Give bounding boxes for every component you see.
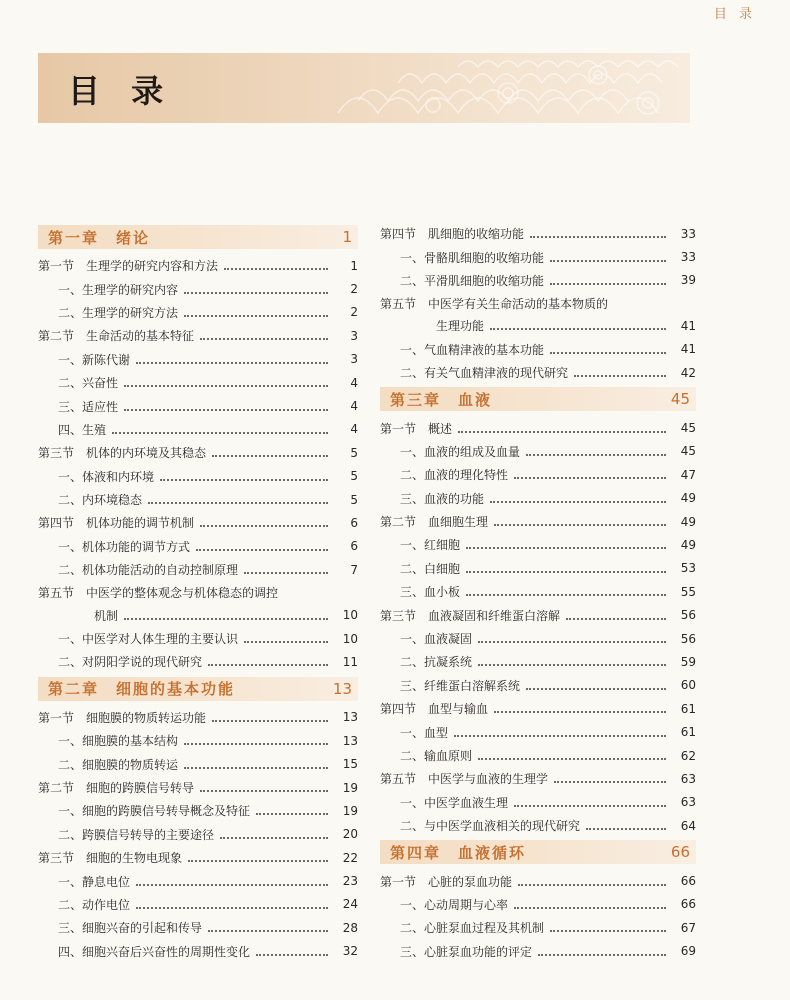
toc-section-entry[interactable] (38, 441, 358, 464)
dot-leader (454, 734, 666, 737)
dot-leader (514, 804, 666, 807)
toc-section-entry[interactable] (38, 254, 358, 277)
dot-leader (224, 267, 328, 270)
entry-page-number: 10 (342, 631, 358, 646)
toc-chapter-heading[interactable] (380, 387, 696, 411)
toc-column-right (380, 222, 696, 963)
dot-leader (550, 929, 666, 932)
entry-label: 一、新陈代谢 (58, 352, 131, 367)
toc-subsection-entry[interactable] (38, 348, 358, 371)
toc-subsection-entry[interactable] (38, 869, 358, 892)
toc-subsection-entry[interactable] (38, 488, 358, 511)
dot-leader (538, 953, 666, 956)
toc-entry-continuation[interactable] (380, 314, 696, 337)
toc-section-entry[interactable] (380, 767, 696, 790)
toc-subsection-entry[interactable] (38, 465, 358, 488)
chapter-page-number: 13 (332, 679, 352, 698)
toc-subsection-entry[interactable] (380, 580, 696, 603)
entry-page-number: 23 (342, 874, 358, 889)
toc-section-entry[interactable] (380, 292, 696, 314)
entry-page-number: 56 (680, 631, 696, 646)
toc-entry-continuation[interactable] (38, 603, 358, 626)
entry-label: 二、生理学的研究方法 (58, 305, 179, 320)
entry-label: 二、动作电位 (58, 897, 131, 912)
toc-subsection-entry[interactable] (38, 893, 358, 916)
entry-page-number: 4 (350, 399, 358, 414)
entry-page-number: 59 (680, 654, 696, 669)
entry-page-number: 64 (680, 818, 696, 833)
dot-leader (574, 374, 666, 377)
entry-label: 第五节 中医学与血液的生理学 (380, 772, 549, 787)
toc-subsection-entry[interactable] (38, 799, 358, 822)
entry-label: 第四节 血型与输血 (380, 702, 489, 717)
toc-subsection-entry[interactable] (38, 277, 358, 300)
dot-leader (136, 361, 328, 364)
dot-leader (136, 906, 328, 909)
entry-page-number: 56 (680, 608, 696, 623)
toc-section-entry[interactable] (380, 603, 696, 626)
entry-label: 二、有关气血精津液的现代研究 (400, 366, 569, 381)
entry-label: 生理功能 (436, 319, 485, 334)
entry-label: 四、生殖 (58, 422, 107, 437)
toc-subsection-entry[interactable] (380, 440, 696, 463)
dot-leader (200, 789, 328, 792)
toc-subsection-entry[interactable] (380, 269, 696, 292)
dot-leader (550, 259, 666, 262)
dot-leader (188, 859, 328, 862)
toc-subsection-entry[interactable] (380, 744, 696, 767)
entry-label: 三、心脏泵血功能的评定 (400, 944, 533, 959)
dot-leader (526, 453, 666, 456)
entry-label: 二、平滑肌细胞的收缩功能 (400, 273, 545, 288)
toc-section-entry[interactable] (38, 706, 358, 729)
entry-page-number: 61 (680, 725, 696, 740)
toc-subsection-entry[interactable] (380, 627, 696, 650)
entry-page-number: 1 (350, 258, 358, 273)
entry-label: 第五节 中医学有关生命活动的基本物质的 (380, 296, 609, 311)
toc-subsection-entry[interactable] (380, 893, 696, 916)
toc-subsection-entry[interactable] (38, 371, 358, 394)
entry-label: 二、内环境稳态 (58, 493, 143, 508)
toc-subsection-entry[interactable] (38, 940, 358, 963)
entry-label: 三、纤维蛋白溶解系统 (400, 678, 521, 693)
entry-label: 第一节 细胞膜的物质转运功能 (38, 710, 207, 725)
toc-chapter-heading[interactable] (38, 677, 358, 701)
toc-section-entry[interactable] (380, 869, 696, 892)
dot-leader (554, 780, 666, 783)
toc-subsection-entry[interactable] (38, 535, 358, 558)
dot-leader (256, 953, 328, 956)
dot-leader (514, 906, 666, 909)
dot-leader (458, 430, 666, 433)
entry-label: 二、抗凝系统 (400, 655, 473, 670)
dot-leader (124, 384, 328, 387)
entry-page-number: 6 (350, 539, 358, 554)
entry-label: 第一节 概述 (380, 421, 453, 436)
entry-page-number: 49 (680, 537, 696, 552)
dot-leader (212, 719, 328, 722)
entry-label: 第一节 生理学的研究内容和方法 (38, 259, 219, 274)
entry-page-number: 3 (350, 328, 358, 343)
entry-label: 一、红细胞 (400, 538, 461, 553)
dot-leader (112, 431, 328, 434)
toc-section-entry[interactable] (380, 697, 696, 720)
dot-leader (148, 501, 328, 504)
entry-page-number: 39 (680, 273, 696, 288)
entry-page-number: 19 (342, 803, 358, 818)
entry-page-number: 10 (342, 608, 358, 623)
entry-page-number: 13 (342, 710, 358, 725)
entry-label: 二、机体功能活动的自动控制原理 (58, 563, 239, 578)
entry-label: 二、血液的理化特性 (400, 468, 509, 483)
dot-leader (184, 314, 328, 317)
dot-leader (124, 617, 328, 620)
entry-page-number: 15 (342, 757, 358, 772)
entry-page-number: 67 (680, 920, 696, 935)
entry-page-number: 32 (342, 944, 358, 959)
entry-page-number: 66 (680, 874, 696, 889)
dot-leader (212, 454, 328, 457)
entry-label: 一、血液凝固 (400, 632, 473, 647)
dot-leader (244, 640, 328, 643)
toc-section-entry[interactable] (38, 846, 358, 869)
entry-page-number: 49 (680, 491, 696, 506)
dot-leader (184, 291, 328, 294)
entry-label: 一、机体功能的调节方式 (58, 539, 191, 554)
toc-subsection-entry[interactable] (38, 394, 358, 417)
entry-label: 第二节 细胞的跨膜信号转导 (38, 781, 195, 795)
chapter-title: 第二章 细胞的基本功能 (48, 680, 236, 699)
entry-page-number: 11 (342, 654, 358, 669)
toc-subsection-entry[interactable] (38, 823, 358, 846)
chapter-page-number: 45 (670, 390, 690, 409)
entry-page-number: 66 (680, 897, 696, 912)
entry-page-number: 45 (680, 444, 696, 459)
toc-section-entry[interactable] (380, 510, 696, 533)
entry-page-number: 13 (342, 733, 358, 748)
toc-subsection-entry[interactable] (38, 301, 358, 324)
entry-page-number: 63 (680, 795, 696, 810)
dot-leader (514, 476, 666, 479)
entry-page-number: 55 (680, 584, 696, 599)
chapter-page-number: 66 (670, 843, 690, 862)
entry-page-number: 4 (350, 375, 358, 390)
dot-leader (494, 710, 666, 713)
entry-page-number: 45 (680, 421, 696, 436)
entry-page-number: 6 (350, 515, 358, 530)
dot-leader (220, 836, 328, 839)
entry-label: 一、细胞的跨膜信号转导概念及特征 (58, 804, 251, 819)
toc-subsection-entry[interactable] (380, 533, 696, 556)
dot-leader (550, 282, 666, 285)
entry-page-number: 5 (350, 492, 358, 507)
entry-label: 第四节 肌细胞的收缩功能 (380, 227, 525, 242)
dot-leader (466, 546, 666, 549)
entry-page-number: 2 (350, 305, 358, 320)
entry-page-number: 47 (680, 467, 696, 482)
dot-leader (494, 523, 666, 526)
entry-page-number: 4 (350, 422, 358, 437)
entry-label: 第三节 细胞的生物电现象 (38, 851, 183, 866)
entry-page-number: 61 (680, 701, 696, 716)
entry-label: 四、细胞兴奋后兴奋性的周期性变化 (58, 944, 251, 959)
entry-label: 第四节 机体功能的调节机制 (38, 516, 195, 531)
toc-subsection-entry[interactable] (380, 814, 696, 837)
toc-section-entry[interactable] (38, 776, 358, 799)
entry-label: 二、细胞膜的物质转运 (58, 757, 179, 772)
entry-page-number: 42 (680, 365, 696, 380)
entry-label: 一、静息电位 (58, 874, 131, 889)
dot-leader (490, 327, 666, 330)
entry-label: 一、细胞膜的基本结构 (58, 734, 179, 749)
toc-subsection-entry[interactable] (380, 361, 696, 384)
entry-page-number: 41 (680, 342, 696, 357)
entry-page-number: 69 (680, 944, 696, 959)
entry-page-number: 49 (680, 514, 696, 529)
dot-leader (550, 351, 666, 354)
entry-page-number: 63 (680, 771, 696, 786)
entry-page-number: 20 (342, 827, 358, 842)
dot-leader (490, 500, 666, 503)
toc-subsection-entry[interactable] (380, 674, 696, 697)
dot-leader (466, 570, 666, 573)
dot-leader (196, 548, 328, 551)
toc-subsection-entry[interactable] (38, 650, 358, 673)
toc-subsection-entry[interactable] (380, 557, 696, 580)
dot-leader (478, 640, 666, 643)
entry-label: 机制 (94, 608, 119, 623)
entry-page-number: 33 (680, 250, 696, 265)
entry-label: 一、心动周期与心率 (400, 897, 509, 912)
dot-leader (184, 766, 328, 769)
entry-page-number: 60 (680, 678, 696, 693)
toc-section-entry[interactable] (380, 222, 696, 245)
dot-leader (518, 883, 666, 886)
entry-page-number: 24 (342, 897, 358, 912)
entry-page-number: 53 (680, 561, 696, 576)
entry-label: 一、气血精津液的基本功能 (400, 342, 545, 357)
dot-leader (124, 408, 328, 411)
entry-page-number: 28 (342, 920, 358, 935)
toc-subsection-entry[interactable] (380, 720, 696, 743)
page-title: 目 录 (68, 72, 174, 110)
dot-leader (160, 478, 328, 481)
dot-leader (244, 571, 328, 574)
toc-section-entry[interactable] (38, 511, 358, 534)
entry-page-number: 5 (350, 469, 358, 484)
toc-subsection-entry[interactable] (380, 338, 696, 361)
entry-label: 二、白细胞 (400, 561, 461, 576)
entry-label: 三、血小板 (400, 585, 461, 600)
toc-subsection-entry[interactable] (38, 729, 358, 752)
entry-label: 第五节 中医学的整体观念与机体稳态的调控 (38, 585, 279, 600)
dot-leader (184, 742, 328, 745)
entry-label: 三、细胞兴奋的引起和传导 (58, 921, 203, 936)
toc-subsection-entry[interactable] (380, 791, 696, 814)
dot-leader (208, 663, 328, 666)
dot-leader (200, 524, 328, 527)
entry-page-number: 2 (350, 282, 358, 297)
toc-subsection-entry[interactable] (380, 916, 696, 939)
chapter-title: 第三章 血液 (390, 390, 493, 409)
dot-leader (208, 929, 328, 932)
dot-leader (256, 812, 328, 815)
dot-leader (466, 593, 666, 596)
entry-page-number: 7 (350, 562, 358, 577)
toc-subsection-entry[interactable] (380, 463, 696, 486)
toc-section-entry[interactable] (38, 581, 358, 603)
toc-chapter-heading[interactable] (38, 225, 358, 249)
dot-leader (200, 337, 328, 340)
entry-page-number: 19 (342, 780, 358, 795)
entry-label: 三、血液的功能 (400, 491, 485, 506)
chapter-title: 第四章 血液循环 (390, 843, 527, 862)
entry-label: 第二节 生命活动的基本特征 (38, 329, 195, 344)
entry-label: 第三节 血液凝固和纤维蛋白溶解 (380, 608, 561, 623)
toc-column-left (38, 222, 358, 963)
toc-section-entry[interactable] (38, 324, 358, 347)
entry-label: 一、体液和内环境 (58, 469, 155, 484)
entry-label: 二、心脏泵血过程及其机制 (400, 921, 545, 936)
entry-page-number: 41 (680, 318, 696, 333)
entry-label: 一、中医学血液生理 (400, 795, 509, 810)
toc-subsection-entry[interactable] (380, 940, 696, 963)
title-banner (38, 53, 690, 123)
dot-leader (478, 663, 666, 666)
running-head: 目 录 (713, 7, 756, 22)
entry-label: 一、生理学的研究内容 (58, 282, 179, 297)
dot-leader (478, 757, 666, 760)
entry-page-number: 3 (350, 352, 358, 367)
toc-subsection-entry[interactable] (380, 487, 696, 510)
entry-page-number: 22 (342, 850, 358, 865)
dot-leader (136, 883, 328, 886)
chapter-page-number: 1 (342, 228, 352, 246)
dot-leader (586, 827, 666, 830)
dot-leader (526, 687, 666, 690)
entry-page-number: 62 (680, 748, 696, 763)
entry-label: 二、跨膜信号转导的主要途径 (58, 827, 215, 842)
toc-subsection-entry[interactable] (38, 627, 358, 650)
toc-subsection-entry[interactable] (38, 418, 358, 441)
toc-subsection-entry[interactable] (380, 245, 696, 268)
entry-label: 第二节 血细胞生理 (380, 515, 489, 530)
entry-label: 二、对阴阳学说的现代研究 (58, 655, 203, 670)
entry-label: 一、骨骼肌细胞的收缩功能 (400, 250, 545, 265)
entry-label: 三、适应性 (58, 399, 119, 414)
entry-label: 一、中医学对人体生理的主要认识 (58, 632, 239, 647)
toc-subsection-entry[interactable] (38, 752, 358, 775)
entry-label: 第一节 心脏的泵血功能 (380, 874, 513, 889)
entry-label: 二、与中医学血液相关的现代研究 (400, 819, 581, 834)
entry-label: 一、血液的组成及血量 (400, 444, 521, 459)
toc-subsection-entry[interactable] (38, 558, 358, 581)
toc-subsection-entry[interactable] (38, 916, 358, 939)
chapter-title: 第一章 绪论 (48, 228, 151, 247)
entry-label: 二、兴奋性 (58, 376, 119, 391)
toc-subsection-entry[interactable] (380, 650, 696, 673)
toc-chapter-heading[interactable] (380, 840, 696, 864)
dot-leader (566, 617, 666, 620)
entry-page-number: 33 (680, 226, 696, 241)
entry-label: 一、血型 (400, 725, 449, 740)
entry-page-number: 5 (350, 445, 358, 460)
toc-section-entry[interactable] (380, 416, 696, 439)
dot-leader (530, 235, 666, 238)
entry-label: 二、输血原则 (400, 749, 473, 763)
entry-label: 第三节 机体的内环境及其稳态 (38, 446, 207, 461)
